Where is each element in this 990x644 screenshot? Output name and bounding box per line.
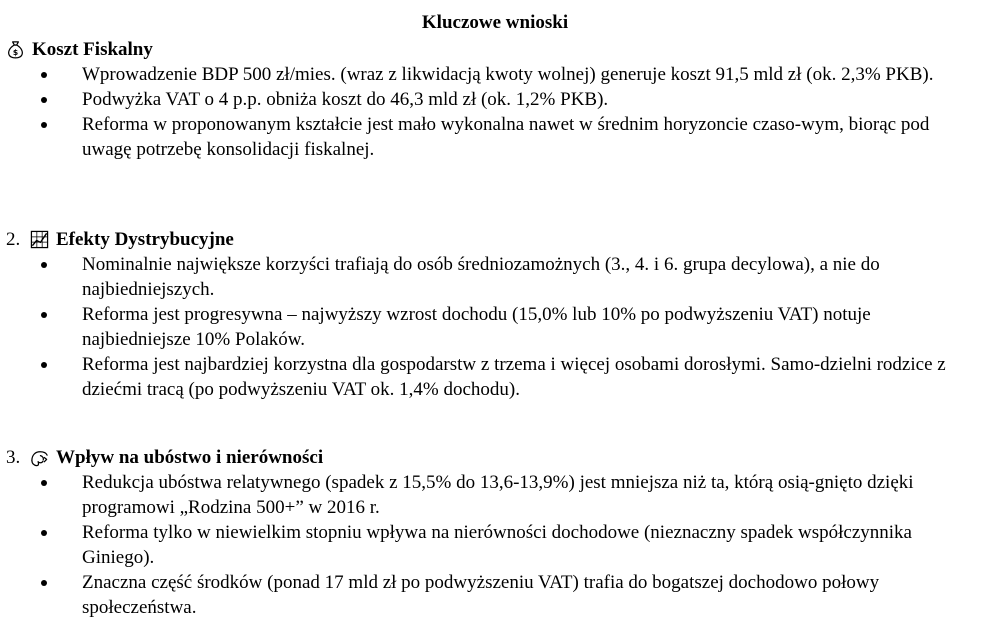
section-heading-text: Wpływ na ubóstwo i nierówności (56, 447, 324, 468)
list-item: Reforma w proponowanym kształcie jest mało wykonalna nawet w średnim horyzoncie czaso-wym, biorąc pod uwagę potrzebę konsolidacji fiskalnej. (0, 112, 990, 162)
bullet-dot (41, 362, 47, 368)
bullet-dot (41, 262, 47, 268)
list-item: Znaczna część środków (ponad 17 mld zł po podwyższeniu VAT) trafia do bogatszej dochodowo połowy społeczeństwa. (0, 570, 990, 620)
list-item: Wprowadzenie BDP 500 zł/mies. (wraz z likwidacją kwoty wolnej) generuje koszt 91,5 mld zł (ok. 2,3% PKB). (0, 62, 990, 87)
bullet-dot (41, 530, 47, 536)
section-number: 3. (6, 447, 21, 468)
list-item: Reforma jest progresywna – najwyższy wzrost dochodu (15,0% lub 10% po podwyższeniu VAT) notuje najbiedniejsze 10% Polaków. (0, 302, 990, 352)
section-heading-text: Efekty Dystrybucyjne (56, 229, 234, 250)
bullet-list (0, 62, 990, 162)
section-distribution-effects (0, 227, 990, 402)
bullet-dot (41, 97, 47, 103)
line-chart-icon (30, 230, 49, 249)
list-item: Podwyżka VAT o 4 p.p. obniża koszt do 46,3 mld zł (ok. 1,2% PKB). (0, 87, 990, 112)
section-heading (0, 37, 990, 62)
section-heading-text: Koszt Fiskalny (32, 39, 153, 60)
bullet-dot (41, 122, 47, 128)
bullet-dot (41, 72, 47, 78)
section-poverty-inequality (0, 445, 990, 620)
list-item: Nominalnie największe korzyści trafiają do osób średniozamożnych (3., 4. i 6. grupa decylowa), a nie do najbiedniejszych. (0, 252, 990, 302)
section-fiscal-cost (0, 37, 990, 162)
page-title: Kluczowe wnioski (421, 12, 569, 33)
section-heading (0, 445, 990, 470)
section-number: 2. (6, 229, 21, 250)
hand-coin-icon (30, 448, 49, 467)
svg-text:$: $ (12, 48, 19, 58)
list-item: Reforma jest najbardziej korzystna dla gospodarstw z trzema i więcej osobami dorosłymi. Samo-dzielni rodzice z dziećmi tracą (po podwyższeniu VAT ok. 1,4% dochodu). (0, 352, 990, 402)
money-bag-icon (6, 40, 25, 59)
bullet-dot (41, 312, 47, 318)
bullet-dot (41, 580, 47, 586)
bullet-list (0, 252, 990, 402)
bullet-list (0, 470, 990, 620)
list-item: Reforma tylko w niewielkim stopniu wpływa na nierówności dochodowe (nieznaczny spadek współczynnika Giniego). (0, 520, 990, 570)
bullet-dot (41, 480, 47, 486)
list-item: Redukcja ubóstwa relatywnego (spadek z 15,5% do 13,6-13,9%) jest mniejsza niż ta, którą osią-gnięto dzięki programowi „Rodzina 500+” w 2016 r. (0, 470, 990, 520)
section-heading (0, 227, 990, 252)
